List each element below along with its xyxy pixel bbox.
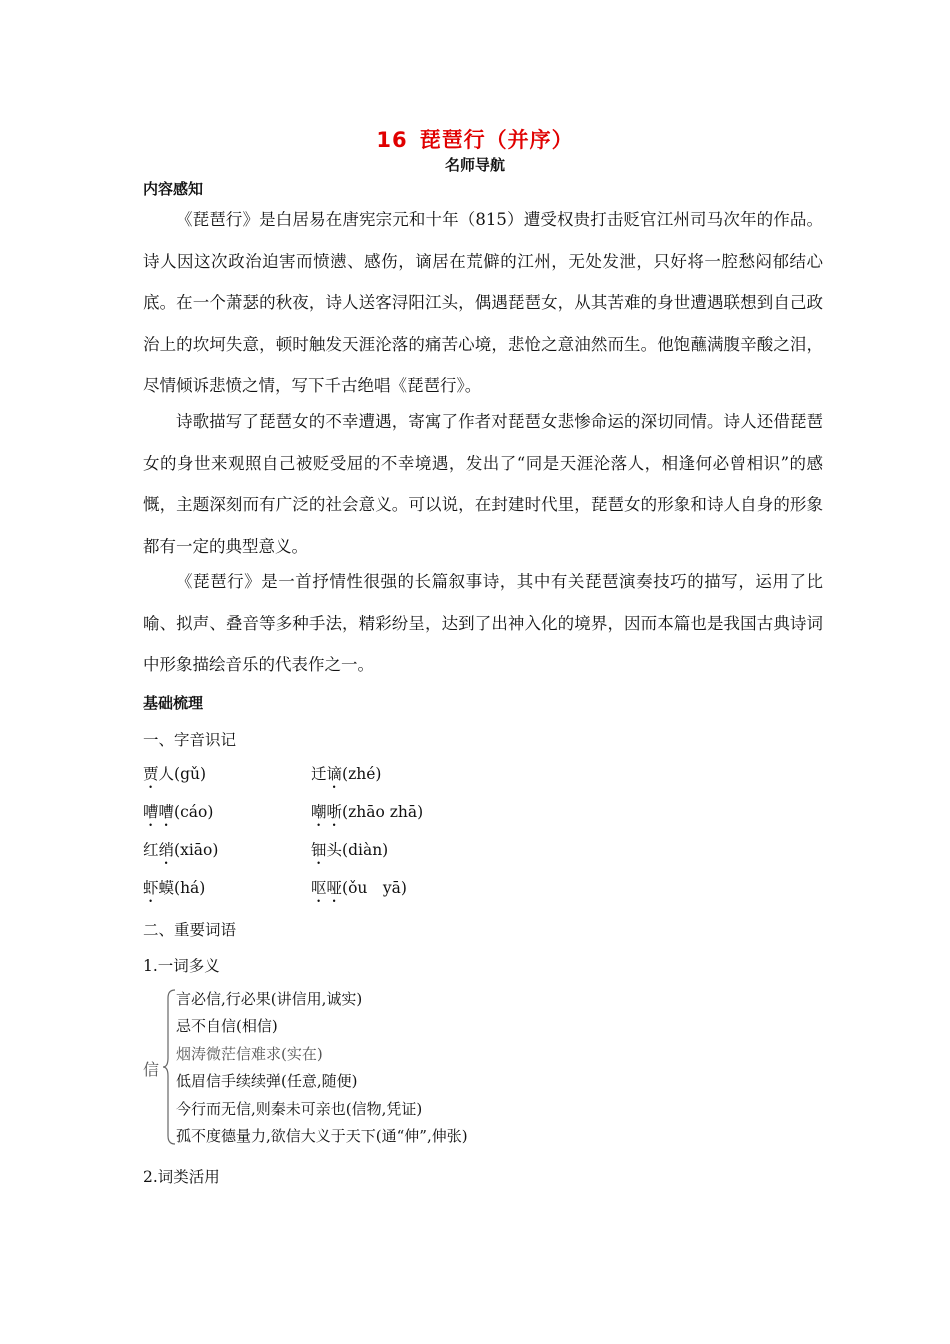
pronunciation-item: 贾人(gǔ): [143, 765, 207, 783]
meaning-item: 言必信,行必果(讲信用,诚实): [176, 990, 363, 1008]
pronunciation-item: 迁谪(zhé): [311, 765, 382, 783]
part-title-vocabulary: 二、重要词语: [143, 921, 237, 939]
meaning-item: 今行而无信,则秦未可亲也(信物,凭证): [176, 1099, 423, 1118]
page-title: [0, 124, 950, 154]
pronunciation-item: 钿头(diàn): [311, 841, 389, 859]
item-title-polysemy: 1.一词多义: [143, 957, 220, 975]
meaning-item: 忌不自信(相信): [176, 1017, 278, 1036]
meaning-item: 烟涛微茫信难求(实在): [176, 1044, 323, 1063]
paragraph-2: 诗歌描写了琵琶女的不幸遭遇，寄寓了作者对琵琶女悲惨命运的深切同情。诗人还借琵琶女的身世来观照自己被贬受屈的不幸境遇，发出了“同是天涯沦落人，相逢何必曾相识”的感慨，主题深刻而有广泛的社会意义。可以说，在封建时代里，琵琶女的形象和诗人自身的形象都有一定的典型意义。: [143, 412, 823, 556]
meaning-item: 孤不度德量力,欲信大义于天下(通“伸”,伸张): [176, 1126, 468, 1145]
meaning-item: 低眉信手续续弹(任意,随便): [176, 1072, 358, 1091]
section-heading-basics: 基础梳理: [143, 694, 204, 712]
polysemy-character: 信: [143, 1060, 160, 1079]
paragraph-1: 《琵琶行》是白居易在唐宪宗元和十年（815）遭受权贵打击贬官江州司马次年的作品。诗人因这次政治迫害而愤懑、感伤，谪居在荒僻的江州，无处发泄，只好将一腔愁闷郁结心底。在一个萧瑟的秋夜，诗人送客浔阳江头，偶遇琵琶女，从其苦难的身世遭遇联想到自己政治上的坎坷失意，顿时触发天涯沦落的痛苦心境，悲怆之意油然而生。他饱蘸满腹辛酸之泪，尽情倾诉悲愤之情，写下千古绝唱《琵琶行》。: [143, 210, 823, 395]
item-title-word-class: 2.词类活用: [143, 1168, 220, 1186]
section-heading-content: 内容感知: [143, 180, 204, 198]
lesson-number: 16: [376, 128, 408, 152]
page-subtitle: 名师导航: [444, 156, 505, 174]
curly-brace-icon: [163, 988, 177, 1146]
part-title-pronunciation: 一、字音识记: [143, 731, 237, 749]
pronunciation-item: 虾蟆(há): [143, 879, 206, 897]
pronunciation-item: 红绡(xiāo): [143, 841, 219, 859]
lesson-title: 琵琶行（并序）: [419, 128, 574, 152]
paragraph-3: 《琵琶行》是一首抒情性很强的长篇叙事诗，其中有关琵琶演奏技巧的描写，运用了比喻、拟声、叠音等多种手法，精彩纷呈，达到了出神入化的境界，因而本篇也是我国古典诗词中形象描绘音乐的代表作之一。: [143, 572, 823, 674]
pronunciation-item: 嘈嘈(cáo): [143, 803, 214, 821]
polysemy-meanings-list: [176, 986, 468, 1150]
pronunciation-item: 呕哑(ǒu yā): [311, 879, 407, 897]
pronunciation-item: 嘲哳(zhāo zhā): [311, 803, 424, 821]
